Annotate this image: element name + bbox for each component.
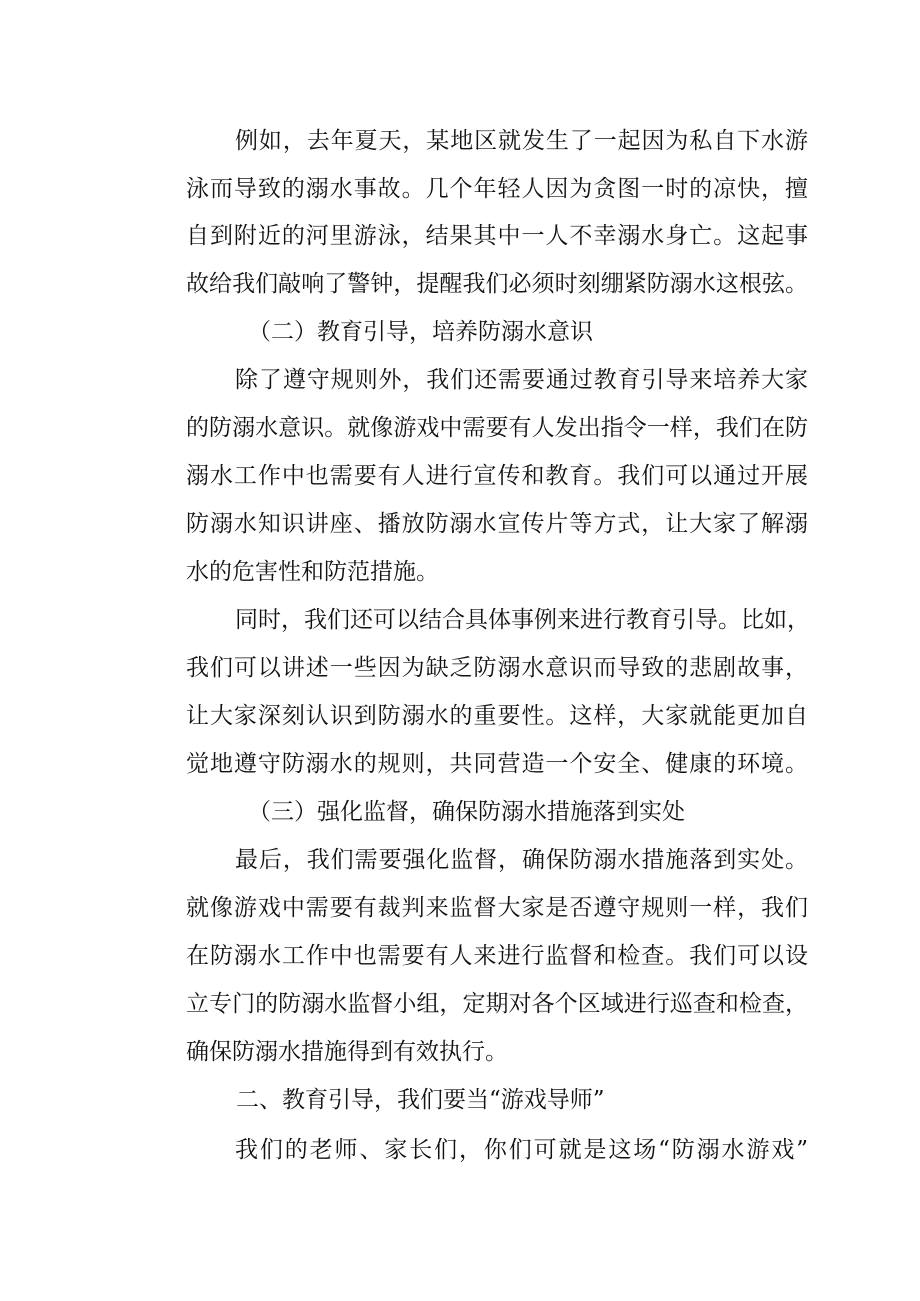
paragraph-line: 我们的老师、家长们，你们可就是这场“防溺水游戏” [235, 1137, 808, 1163]
paragraph-line: 觉地遵守防溺水的规则，共同营造一个安全、健康的环境。 [186, 751, 808, 777]
paragraph-line: 防溺水知识讲座、播放防溺水宣传片等方式，让大家了解溺 [186, 511, 808, 537]
paragraph-line: 就像游戏中需要有裁判来监督大家是否遵守规则一样，我们 [186, 895, 808, 921]
paragraph-line: 在防溺水工作中也需要有人来进行监督和检查。我们可以设 [186, 943, 808, 969]
paragraph-line: 的防溺水意识。就像游戏中需要有人发出指令一样，我们在防 [186, 415, 808, 441]
paragraph-line: 水的危害性和防范措施。 [186, 559, 439, 585]
paragraph-line: 自到附近的河里游泳，结果其中一人不幸溺水身亡。这起事 [186, 223, 808, 249]
chapter-heading: 二、教育引导，我们要当“游戏导师” [236, 1087, 605, 1113]
paragraph-line: 我们可以讲述一些因为缺乏防溺水意识而导致的悲剧故事， [186, 655, 808, 681]
paragraph-line: 最后，我们需要强化监督，确保防溺水措施落到实处。 [235, 847, 808, 873]
paragraph-line: 立专门的防溺水监督小组，定期对各个区域进行巡查和检查， [186, 991, 808, 1017]
section-heading: （二）教育引导，培养防溺水意识 [248, 319, 593, 345]
paragraph-line: 除了遵守规则外，我们还需要通过教育引导来培养大家 [235, 367, 808, 393]
paragraph-line: 让大家深刻认识到防溺水的重要性。这样，大家就能更加自 [186, 703, 808, 729]
section-heading: （三）强化监督，确保防溺水措施落到实处 [248, 799, 685, 825]
paragraph-line: 泳而导致的溺水事故。几个年轻人因为贪图一时的凉快，擅 [186, 176, 808, 202]
paragraph-line: 溺水工作中也需要有人进行宣传和教育。我们可以通过开展 [186, 463, 808, 489]
paragraph-line: 同时，我们还可以结合具体事例来进行教育引导。比如， [235, 607, 810, 633]
paragraph-line: 例如，去年夏天，某地区就发生了一起因为私自下水游 [235, 128, 808, 154]
paragraph-line: 故给我们敲响了警钟，提醒我们必须时刻绷紧防溺水这根弦。 [186, 271, 808, 297]
paragraph-line: 确保防溺水措施得到有效执行。 [186, 1039, 508, 1065]
